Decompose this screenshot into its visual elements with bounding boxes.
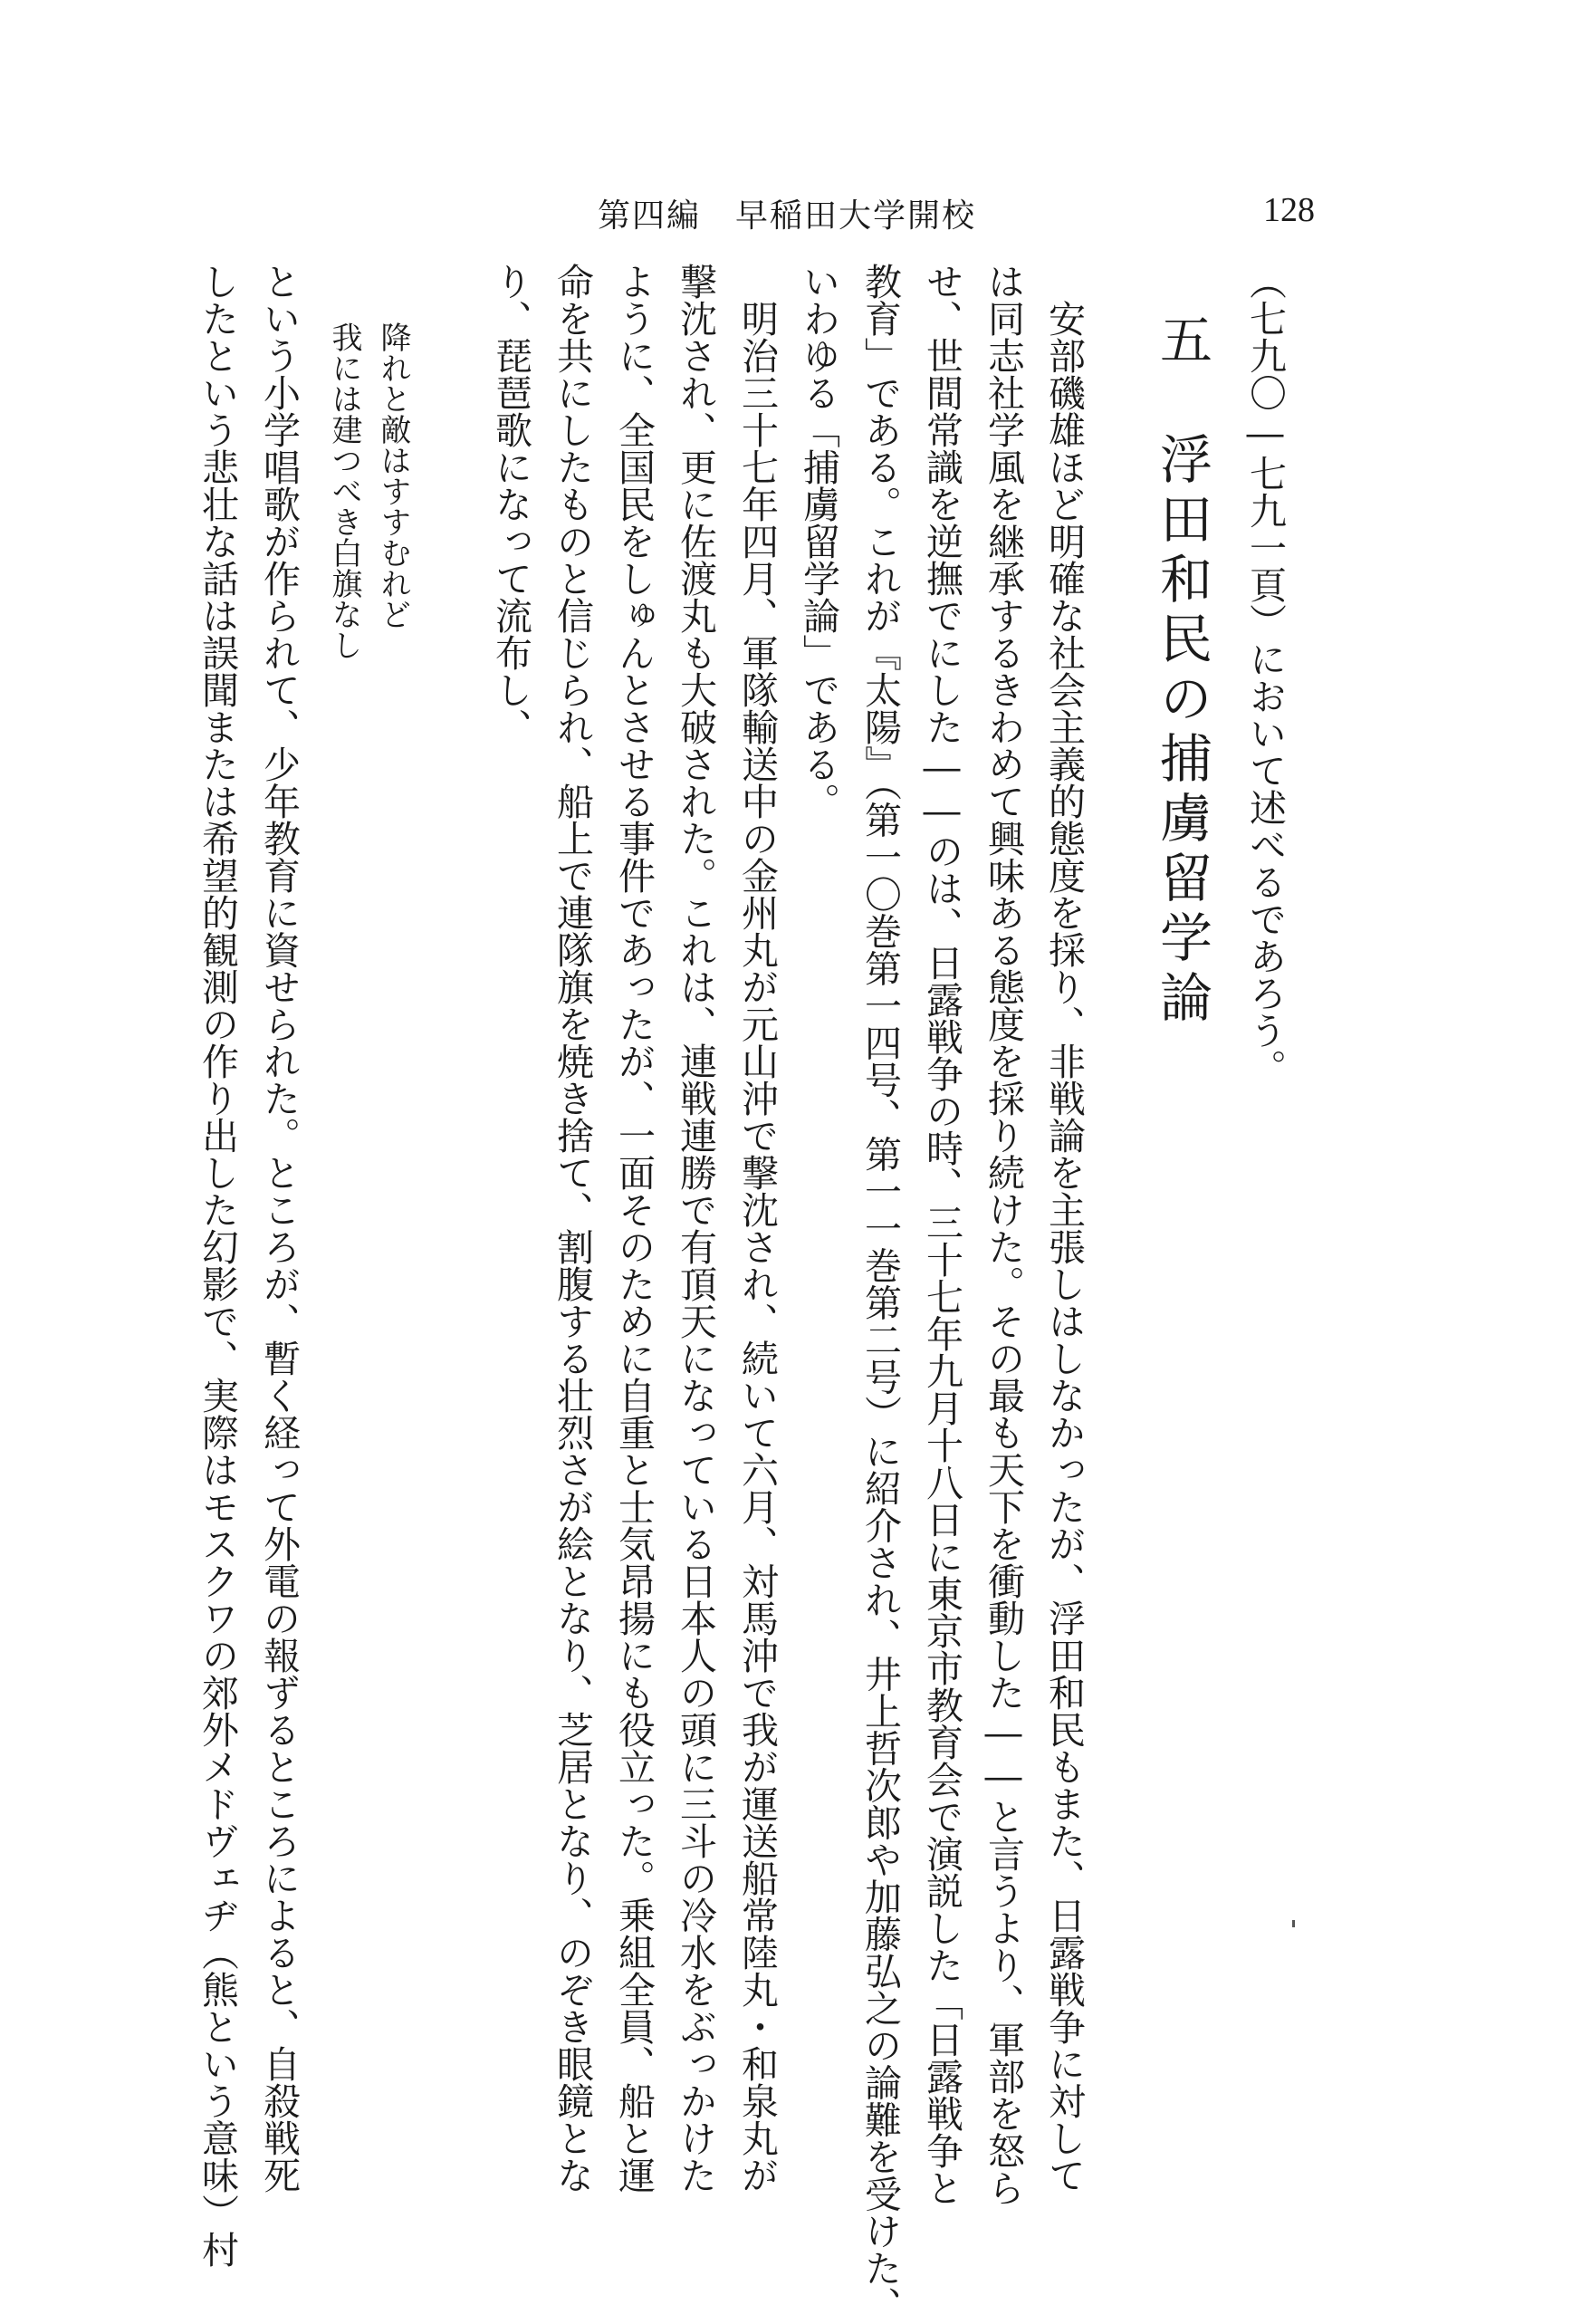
page-number: 128 <box>1263 191 1315 229</box>
body-line: 教育」である。これが『太陽』（第一〇巻第一四号、第一一巻第二号）に紹介され、井上哲次郎や加藤弘之の論難を受けた、 <box>858 263 902 2324</box>
body-line: 撃沈され、更に佐渡丸も大破された。これは、連戦連勝で有頂天になっている日本人の頭に三斗の冷水をぶっかけた <box>674 263 717 2194</box>
body-line: は同志社学風を継承するきわめて興味ある態度を採り続けた。その最も天下を衝動した――と言うより、軍部を怒ら <box>982 263 1025 2206</box>
body-line: 明治三十七年四月、軍隊輸送中の金州丸が元山沖で撃沈され、続いて六月、対馬沖で我が運送船常陸丸・和泉丸が <box>735 263 779 2194</box>
running-head: 第四編 早稲田大学開校 <box>598 197 977 235</box>
song-verse-line: 降れと敵はすすむれど <box>375 322 411 629</box>
body-line: せ、世間常識を逆撫でにした――のは、日露戦争の時、三十七年九月十八日に東京市教育会で演説した「日露戦争と <box>920 263 963 2206</box>
body-line: いわゆる「捕虜留学論」である。 <box>797 263 840 820</box>
section-heading: 五 浮田和民の捕虜留学論 <box>1151 312 1213 1030</box>
body-line: したという悲壮な話は誤聞または希望的観測の作り出した幻影で、実際はモスクワの郊外メドヴェヂ（熊という意味）村 <box>196 263 239 2268</box>
body-line: （七九〇―七九一頁）において述べるであろう。 <box>1243 263 1287 1086</box>
body-line: 安部磯雄ほど明確な社会主義的態度を採り、非戦論を主張しはしなかったが、浮田和民もまた、日露戦争に対して <box>1042 263 1086 2194</box>
scan-speck <box>1292 1920 1295 1927</box>
body-line: 命を共にしたものと信じられ、船上で連隊旗を焼き捨て、割腹する壮烈さが絵となり、芝居となり、のぞき眼鏡とな <box>551 263 594 2194</box>
body-line: ように、全国民をしゅんとさせる事件であったが、一面そのために自重と士気昂揚にも役立った。乗組全員、船と運 <box>612 263 656 2194</box>
song-verse-line: 我には建つべき白旗なし <box>326 322 362 660</box>
body-line: という小学唱歌が作られて、少年教育に資せられた。ところが、暫く経って外電の報ずるところによると、自殺戦死 <box>257 263 301 2194</box>
body-line: り、琵琶歌になって流布し、 <box>489 263 532 745</box>
